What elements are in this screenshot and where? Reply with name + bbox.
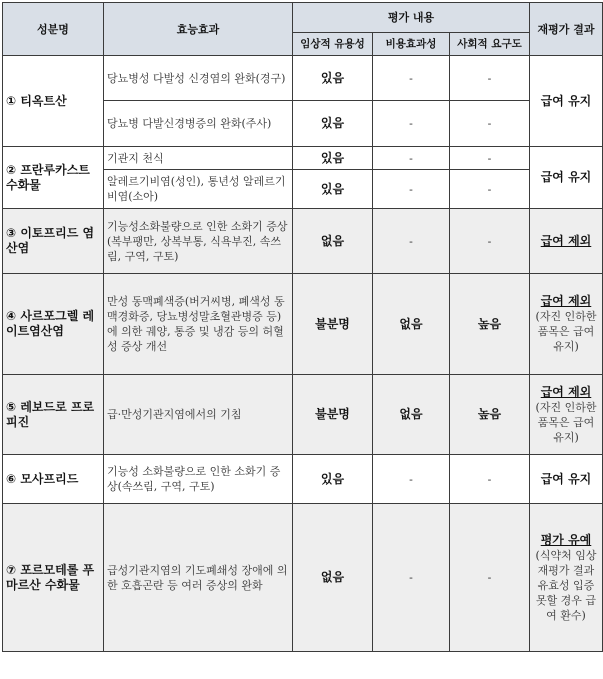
effect-text: 급·만성기관지염에서의 기침: [104, 375, 293, 455]
header-ingredient: 성분명: [3, 3, 104, 56]
effect-text: 당뇨병성 다발성 신경염의 완화(경구): [104, 56, 293, 101]
social-value: -: [450, 170, 530, 209]
table-row: [3, 375, 603, 455]
reeval-note: (자진 인하한 품목은 급여 유지): [535, 400, 597, 444]
reeval-main: 평가 유예: [540, 532, 592, 547]
reeval-result: [530, 455, 603, 504]
drug-reevaluation-table: [2, 2, 603, 652]
ingredient-name: ② 프란루카스트 수화물: [3, 147, 104, 209]
clinical-value: 있음: [293, 56, 373, 101]
reeval-main: 급여 제외: [540, 233, 592, 248]
ingredient-name: ① 티옥트산: [3, 56, 104, 147]
reeval-main: 급여 제외: [540, 294, 592, 308]
reeval-main: 급여 유지: [540, 93, 592, 108]
table-row: [3, 455, 603, 504]
table-row: [3, 209, 603, 274]
header-clinical: 임상적 유용성: [293, 33, 373, 56]
cost-value: -: [373, 504, 450, 652]
effect-text: 기능성소화불량으로 인한 소화기 증상(복부팽만, 상복부통, 식욕부진, 속쓰림, 구역, 구토): [104, 209, 293, 274]
cost-value: -: [373, 147, 450, 170]
reeval-note: (식약처 임상재평가 결과 유효성 입증 못할 경우 급여 환수): [535, 548, 597, 622]
clinical-value: 있음: [293, 170, 373, 209]
header-reeval: 재평가 결과: [530, 3, 603, 56]
ingredient-name: ⑦ 포르모테롤 푸마르산 수화물: [3, 504, 104, 652]
effect-text: 만성 동맥폐색증(버거씨병, 폐색성 동맥경화증, 당뇨병성말초혈관병증 등)에 의한 궤양, 통증 및 냉감 등의 허혈성 증상 개선: [104, 274, 293, 375]
header-eval: 평가 내용: [293, 3, 530, 33]
reeval-result: [530, 375, 603, 455]
header-social: 사회적 요구도: [450, 33, 530, 56]
cost-value: -: [373, 209, 450, 274]
social-value: -: [450, 455, 530, 504]
social-value: -: [450, 504, 530, 652]
social-value: -: [450, 56, 530, 101]
table-row: [3, 504, 603, 652]
cost-value: -: [373, 170, 450, 209]
effect-text: 기능성 소화불량으로 인한 소화기 증상(속쓰림, 구역, 구토): [104, 455, 293, 504]
ingredient-name: ⑥ 모사프리드: [3, 455, 104, 504]
cost-value: -: [373, 56, 450, 101]
social-value: -: [450, 101, 530, 147]
table-row: [3, 147, 603, 170]
reeval-result: [530, 274, 603, 375]
clinical-value: 불분명: [293, 274, 373, 375]
reeval-result: [530, 209, 603, 274]
reeval-main: 급여 유지: [540, 170, 592, 184]
effect-text: 당뇨병 다발신경병증의 완화(주사): [104, 101, 293, 147]
header-effect: 효능효과: [104, 3, 293, 56]
header-cost: 비용효과성: [373, 33, 450, 56]
cost-value: -: [373, 455, 450, 504]
effect-text: 기관지 천식: [104, 147, 293, 170]
social-value: 높음: [450, 274, 530, 375]
reeval-main: 급여 제외: [540, 384, 592, 399]
table-row: [3, 56, 603, 101]
reeval-result: [530, 147, 603, 209]
social-value: 높음: [450, 375, 530, 455]
cost-value: 없음: [373, 274, 450, 375]
clinical-value: 없음: [293, 209, 373, 274]
clinical-value: 불분명: [293, 375, 373, 455]
cost-value: 없음: [373, 375, 450, 455]
social-value: -: [450, 147, 530, 170]
reeval-result: [530, 504, 603, 652]
effect-text: 알레르기비염(성인), 통년성 알레르기비염(소아): [104, 170, 293, 209]
reeval-note: (자진 인하한 품목은 급여 유지): [535, 310, 597, 353]
reeval-main: 급여 유지: [540, 471, 592, 486]
ingredient-name: ③ 이토프리드 염산염: [3, 209, 104, 274]
clinical-value: 없음: [293, 504, 373, 652]
social-value: -: [450, 209, 530, 274]
ingredient-name: ⑤ 레보드로 프로피진: [3, 375, 104, 455]
effect-text: 급성기관지염의 기도폐쇄성 장애에 의한 호흡곤란 등 여러 증상의 완화: [104, 504, 293, 652]
clinical-value: 있음: [293, 455, 373, 504]
reeval-result: [530, 56, 603, 147]
cost-value: -: [373, 101, 450, 147]
clinical-value: 있음: [293, 147, 373, 170]
ingredient-name: ④ 사르포그렐 레이트염산염: [3, 274, 104, 375]
table-row: [3, 274, 603, 375]
clinical-value: 있음: [293, 101, 373, 147]
